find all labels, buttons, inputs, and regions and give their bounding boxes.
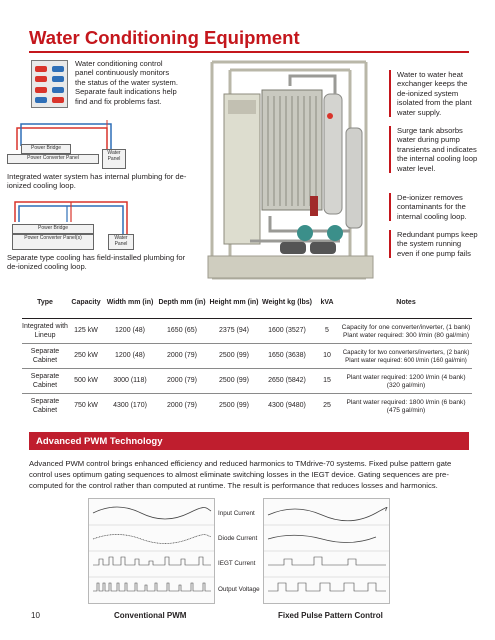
table-row-rule — [22, 393, 472, 394]
integrated-cooling-caption: Integrated water system has internal plumbing for de-ionized cooling loop. — [7, 172, 187, 191]
power-bridge-box: Power Bridge — [12, 224, 94, 234]
waveform-label-diode-current: Diode Current — [218, 535, 258, 542]
title-rule — [29, 51, 469, 53]
header-weight: Weight kg (lbs) — [261, 298, 313, 306]
table-header-rule — [22, 318, 472, 319]
header-width: Width mm (in) — [106, 298, 154, 306]
header-capacity: Capacity — [71, 298, 101, 306]
cell-type: Integrated with Lineup — [22, 323, 68, 339]
page-title: Water Conditioning Equipment — [29, 27, 300, 48]
cell-weight: 4300 (9480) — [268, 402, 306, 410]
cell-depth: 2000 (79) — [167, 402, 197, 410]
cell-capacity: 250 kW — [74, 352, 98, 360]
cell-height: 2375 (94) — [219, 327, 249, 335]
water-conditioning-unit-photo — [190, 56, 386, 288]
heat-exchanger-callout: Water to water heat exchanger keeps the de-ionized system isolated from the plant water supply. — [389, 70, 479, 117]
table-row — [22, 344, 472, 369]
cell-notes: Capacity for two converters/inverters, (2 bank) Plant water required: 600 l/min (160 gal/min) — [342, 349, 470, 364]
waveform-label-input-current: Input Current — [218, 510, 255, 517]
cell-notes: Plant water required: 1800 l/min (6 bank) (475 gal/min) — [346, 398, 466, 414]
cell-weight: 1600 (3527) — [268, 327, 306, 335]
header-depth: Depth mm (in) — [158, 298, 206, 306]
redundant-pumps-callout: Redundant pumps keep the system running even if one pump fails — [389, 230, 479, 258]
cell-notes: Capacity for one converter/inverter, (1 bank) Plant water required: 300 l/min (80 gal/min) — [341, 323, 471, 339]
header-notes: Notes — [396, 298, 416, 306]
separate-cooling-caption: Separate type cooling has field-installed plumbing for de-ionized cooling loop. — [7, 253, 186, 272]
cell-kva: 10 — [323, 352, 331, 360]
fixed-pulse-pattern-caption: Fixed Pulse Pattern Control — [278, 611, 383, 620]
control-panel-description: Water conditioning control panel continuously monitors the status of the water system. Separate fault indications help find and fix problems fast. — [75, 59, 178, 106]
cell-kva: 15 — [323, 377, 331, 385]
pwm-section-heading: Advanced PWM Technology — [36, 436, 163, 447]
cell-width: 1200 (48) — [115, 352, 145, 360]
conventional-pwm-waveforms — [88, 498, 215, 604]
table-row — [22, 394, 472, 419]
cell-capacity: 500 kW — [74, 377, 98, 385]
waveform-label-output-voltage: Output Voltage — [218, 586, 260, 593]
cell-height: 2500 (99) — [219, 402, 249, 410]
header-height: Height mm (in) — [209, 298, 259, 306]
cell-weight: 1650 (3638) — [268, 352, 306, 360]
power-converter-panel-box: Power Converter Panel — [7, 154, 99, 164]
power-bridge-box: Power Bridge — [21, 144, 71, 154]
table-row-rule — [22, 368, 472, 369]
fixed-pulse-pattern-waveforms — [263, 498, 390, 604]
cell-width: 3000 (118) — [113, 377, 147, 385]
power-converter-panel-box: Power Converter Panel(s) — [12, 234, 94, 250]
cell-width: 1200 (48) — [115, 327, 145, 335]
cell-notes: Plant water required: 1200 l/min (4 bank) (320 gal/min) — [346, 373, 466, 389]
cell-capacity: 750 kW — [74, 402, 98, 410]
cell-depth: 2000 (79) — [167, 377, 197, 385]
cell-weight: 2650 (5842) — [268, 377, 306, 385]
table-row — [22, 369, 472, 394]
table-header-row — [22, 287, 472, 319]
cell-depth: 1650 (65) — [167, 327, 197, 335]
page-number: 10 — [31, 611, 40, 620]
control-panel-icon — [31, 60, 68, 108]
table-row — [22, 319, 472, 344]
header-kva: kVA — [320, 298, 334, 306]
integrated-cooling-diagram — [7, 118, 135, 172]
water-panel-box: Water Panel — [102, 149, 126, 169]
table-row-rule — [22, 343, 472, 344]
pwm-description: Advanced PWM control brings enhanced efficiency and reduced harmonics to TMdrive-70 systems. Fixed pulse pattern gate control uses optimum gating sequences to almost eliminate switching losses in the IEGT device. Gating sequences are pre-computed for the control rather than computed at runtime. The result is performance that reduces losses and harmonics. — [29, 459, 452, 490]
cell-kva: 5 — [325, 327, 329, 335]
cell-capacity: 125 kW — [74, 327, 98, 335]
surge-tank-callout: Surge tank absorbs water during pump transients and indicates the internal cooling loop water level. — [389, 126, 479, 173]
conventional-pwm-caption: Conventional PWM — [114, 611, 187, 620]
specification-table — [22, 287, 472, 417]
cell-kva: 25 — [323, 402, 331, 410]
cell-width: 4300 (170) — [113, 402, 147, 410]
water-panel-box: Water Panel — [108, 234, 134, 250]
separate-cooling-diagram — [7, 196, 137, 256]
cell-type: Separate Cabinet — [30, 348, 60, 364]
de-ionizer-callout: De-ionizer removes contaminants for the internal cooling loop. — [389, 193, 479, 221]
cell-height: 2500 (99) — [219, 377, 249, 385]
cell-height: 2500 (99) — [219, 352, 249, 360]
waveform-label-iegt-current: IEGT Current — [218, 560, 256, 567]
header-type: Type — [37, 298, 53, 306]
cell-depth: 2000 (79) — [167, 352, 197, 360]
cell-type: Separate Cabinet — [30, 373, 60, 389]
cell-type: Separate Cabinet — [30, 398, 60, 414]
